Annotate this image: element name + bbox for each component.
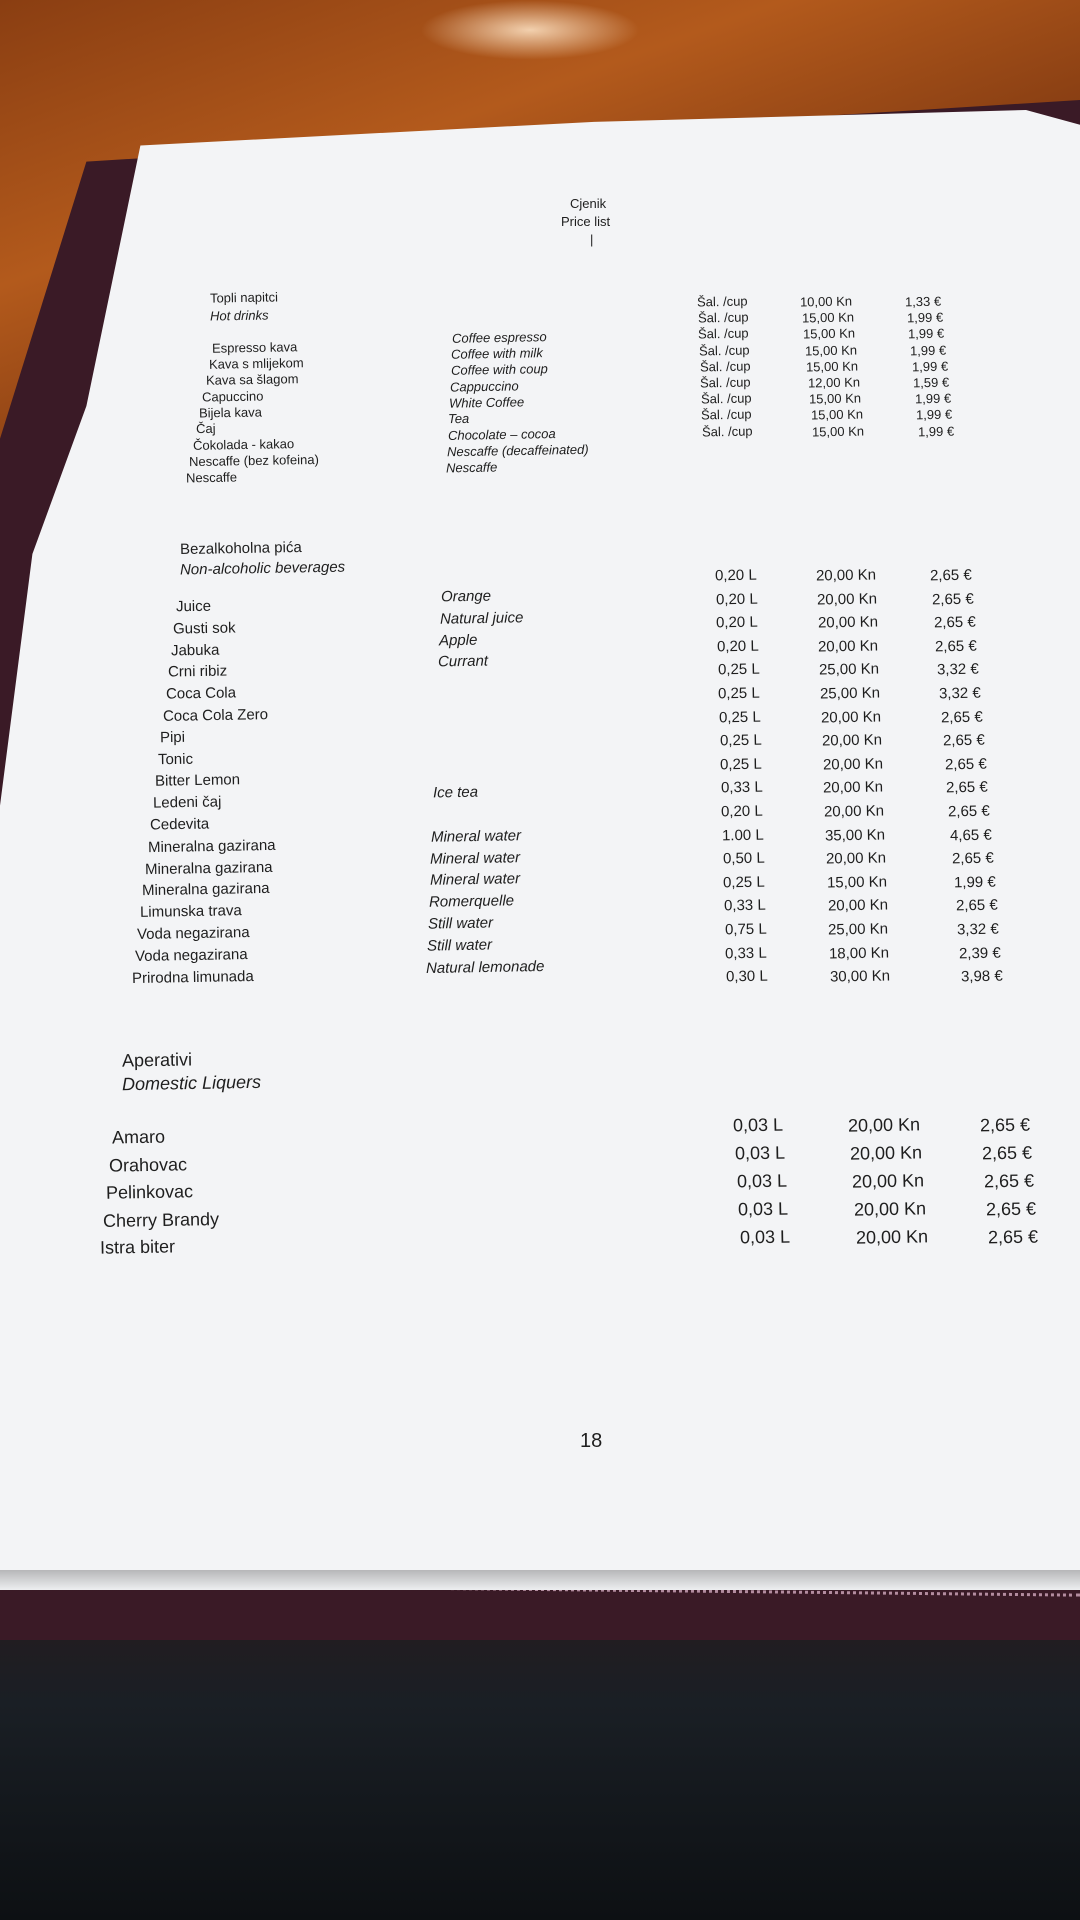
item-size: 0,20 L [716,637,759,656]
item-price-eur: 3,32 € [957,920,1000,939]
item-price-eur: 2,65 € [987,1226,1039,1248]
item-price-kn: 20,00 Kn [817,613,878,632]
item-price-kn: 20,00 Kn [853,1198,927,1220]
item-english: Natural lemonade [425,957,545,977]
item-size: 0,03 L [736,1170,787,1192]
item-size: 0,33 L [723,897,766,915]
item-name: Juice [175,597,212,616]
item-name: Pipi [160,728,186,747]
item-price-kn: 35,00 Kn [824,826,886,845]
item-size: 0,20 L [714,566,757,585]
page-subtitle: Price list [561,214,611,229]
item-name: Bitter Lemon [155,771,241,791]
item-price-eur: 1,99 € [916,407,953,423]
item-size: Šal. /cup [701,406,753,423]
item-price-eur: 1,59 € [912,374,950,391]
item-price-eur: 1,99 € [911,358,948,375]
title-mark: | [590,232,594,247]
item-name: Capuccino [202,388,264,405]
item-size: 1.00 L [721,826,764,844]
item-price-kn: 20,00 Kn [849,1142,923,1164]
item-price-kn: 15,00 Kn [804,342,857,359]
item-price-eur: 1,33 € [904,293,942,310]
item-price-eur: 1,99 € [953,873,996,892]
item-price-kn: 15,00 Kn [805,358,859,375]
item-size: 0,50 L [722,849,765,868]
item-price-kn: 25,00 Kn [819,660,880,679]
item-price-eur: 1,99 € [917,423,955,439]
item-price-eur: 2,65 € [935,637,978,656]
item-price-eur: 1,99 € [914,390,952,407]
item-price-kn: 12,00 Kn [807,374,860,391]
section-subtitle: Hot drinks [209,307,269,324]
page-number: 18 [580,1430,603,1452]
item-price-eur: 2,65 € [929,566,972,585]
item-size: 0,33 L [725,944,768,962]
item-price-kn: 20,00 Kn [821,731,882,750]
light-reflection [420,0,640,60]
item-size: Šal. /cup [700,390,752,407]
item-name: Čokolada - kakao [192,436,294,454]
item-english: White Coffee [448,394,525,411]
item-price-kn: 20,00 Kn [815,566,877,585]
item-size: 0,30 L [725,967,768,986]
item-name: Nescaffe (bez kofeina) [189,452,320,470]
item-size: 0,33 L [720,779,763,797]
item-price-eur: 3,32 € [937,661,980,679]
item-english: Tea [448,410,470,427]
item-name: Limunska trava [139,902,242,922]
item-price-eur: 2,65 € [983,1170,1035,1192]
item-name: Gusti sok [173,619,237,638]
item-english: Still water [427,914,493,933]
item-price-kn: 20,00 Kn [855,1226,929,1248]
item-size: Šal. /cup [698,342,750,359]
item-size: 0,03 L [739,1226,791,1248]
item-name: Voda negazirana [134,945,248,965]
item-price-eur: 2,65 € [933,613,976,632]
item-name: Voda negazirana [137,924,250,943]
section-subtitle: Non-alcoholic beverages [179,558,346,579]
section-subtitle: Domestic Liquers [121,1071,262,1095]
item-name: Kava sa šlagom [205,371,299,389]
item-price-eur: 2,65 € [948,802,991,821]
item-price-kn: 20,00 Kn [825,849,887,868]
item-size: 0,03 L [738,1198,789,1220]
page-title: Cjenik [570,196,607,211]
item-size: Šal. /cup [698,325,749,342]
item-english: Cappuccino [449,377,519,395]
item-price-kn: 20,00 Kn [824,802,885,821]
item-price-eur: 3,32 € [938,684,981,703]
item-english: Currant [438,652,489,671]
item-size: Šal. /cup [697,309,749,326]
item-price-eur: 2,65 € [931,590,974,608]
item-english: Nescaffe [445,459,498,476]
item-name: Mineralna gazirana [144,858,273,878]
item-name: Crni ribiz [168,662,228,681]
item-name: Cedevita [149,815,210,834]
item-name: Bijela kava [198,404,263,421]
item-name: Mineralna gazirana [142,880,271,900]
item-price-kn: 15,00 Kn [802,325,856,342]
item-name: Istra biter [99,1236,176,1258]
item-size: 0,20 L [721,802,764,821]
item-name: Mineralna gazirana [147,836,276,856]
item-size: 0,20 L [716,613,759,632]
item-name: Ledeni čaj [152,793,222,812]
item-name: Espresso kava [211,339,298,356]
item-price-kn: 20,00 Kn [818,637,879,656]
item-name: Coca Cola Zero [162,706,269,725]
item-english: Still water [426,936,493,955]
item-price-eur: 2,65 € [979,1114,1031,1136]
item-english: Coffee with milk [451,345,544,362]
item-price-kn: 25,00 Kn [819,684,881,703]
item-price-kn: 15,00 Kn [810,406,863,423]
item-english: Mineral water [429,870,520,890]
item-size: 0,25 L [717,661,760,679]
section-title: Aperativi [121,1049,193,1071]
item-price-kn: 20,00 Kn [827,896,888,915]
item-price-kn: 10,00 Kn [799,293,853,310]
item-name: Coca Cola [165,684,236,703]
item-english: Romerquelle [428,892,514,911]
item-size: 0,25 L [718,708,761,726]
item-size: Šal. /cup [699,358,751,375]
item-size: Šal. /cup [699,374,751,391]
item-size: 0,20 L [715,590,758,608]
item-name: Prirodna limunada [131,967,254,987]
item-english: Mineral water [431,827,522,846]
item-name: Pelinkovac [105,1181,194,1203]
item-size: 0,75 L [724,920,767,939]
item-price-kn: 20,00 Kn [847,1114,921,1136]
item-english: Coffee with coup [450,361,548,379]
item-price-eur: 2,65 € [942,731,985,750]
item-price-kn: 20,00 Kn [816,590,878,609]
page-edge-shadow [0,1570,1080,1592]
item-english: Orange [440,587,492,606]
item-name: Orahovac [108,1153,188,1176]
item-name: Kava s mlijekom [208,355,304,373]
item-price-kn: 20,00 Kn [822,755,883,774]
item-price-eur: 4,65 € [949,826,992,844]
item-price-eur: 2,65 € [985,1198,1037,1220]
item-size: Šal. /cup [701,423,753,440]
item-name: Nescaffe [185,469,238,486]
item-size: 0,03 L [734,1142,785,1164]
item-price-kn: 15,00 Kn [808,390,862,407]
item-price-kn: 15,00 Kn [801,309,854,326]
item-price-eur: 1,99 € [908,326,945,342]
section-title: Topli napitci [209,289,279,306]
item-price-eur: 2,39 € [959,944,1002,962]
item-price-eur: 2,65 € [981,1142,1033,1164]
item-price-kn: 18,00 Kn [829,944,890,963]
item-name: Čaj [195,420,216,437]
item-price-eur: 2,65 € [951,849,994,868]
item-size: Šal. /cup [696,293,748,310]
item-price-kn: 20,00 Kn [823,778,884,797]
item-english: Ice tea [432,783,479,802]
item-price-kn: 30,00 Kn [829,967,891,986]
item-size: 0,25 L [720,755,763,774]
item-price-eur: 2,65 € [955,897,998,915]
item-price-kn: 15,00 Kn [811,423,865,440]
item-english: Coffee espresso [451,329,547,346]
item-english: Chocolate – cocoa [447,426,556,444]
item-price-eur: 2,65 € [940,708,983,726]
item-price-kn: 20,00 Kn [820,708,882,727]
item-english: Natural juice [439,609,524,628]
item-price-kn: 15,00 Kn [826,873,887,892]
item-size: 0,25 L [718,684,761,703]
item-price-eur: 2,65 € [944,755,987,774]
item-size: 0,03 L [732,1114,784,1136]
item-name: Amaro [111,1126,166,1148]
item-english: Nescaffe (decaffeinated) [446,442,589,460]
section-title: Bezalkoholna pića [179,538,302,559]
item-name: Jabuka [170,641,220,660]
item-size: 0,25 L [723,873,766,892]
item-price-eur: 1,99 € [906,309,943,326]
item-name: Tonic [157,750,194,768]
item-price-kn: 25,00 Kn [828,920,889,939]
item-price-kn: 20,00 Kn [851,1170,925,1192]
item-name: Cherry Brandy [102,1208,220,1231]
item-price-eur: 1,99 € [909,342,947,358]
item-english: Mineral water [430,848,521,868]
item-price-eur: 2,65 € [946,779,989,797]
item-size: 0,25 L [719,731,762,750]
item-english: Apple [439,631,478,649]
item-price-eur: 3,98 € [960,967,1003,986]
